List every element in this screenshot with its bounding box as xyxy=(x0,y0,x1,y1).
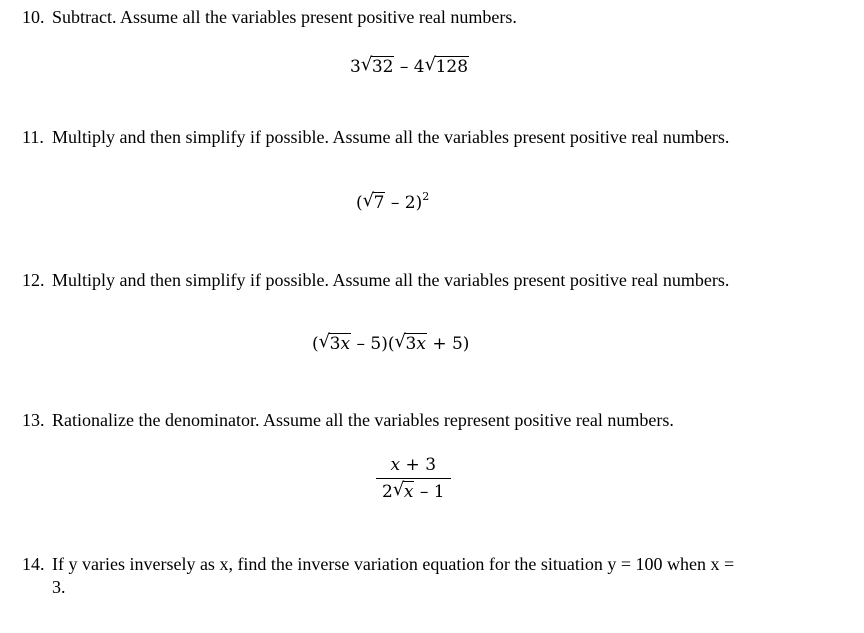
radical-sign-icon: √ xyxy=(424,54,437,75)
close-paren: ) xyxy=(462,334,470,354)
numerator xyxy=(385,454,442,478)
radicand-coefficient: 3 xyxy=(329,334,341,354)
problem-prompt xyxy=(22,409,822,432)
problem-text: Multiply and then simplify if possible. Assume all the variables present positive real numbers. xyxy=(52,127,730,147)
radical-sign-icon: √ xyxy=(360,54,373,75)
close-paren: ) xyxy=(415,193,423,213)
problem-prompt xyxy=(22,6,822,29)
operator: + xyxy=(432,334,447,354)
expression-10 xyxy=(350,56,469,78)
problem-number: 13. xyxy=(22,410,45,430)
radical-sign-icon: √ xyxy=(392,479,405,500)
expression-13 xyxy=(376,454,451,503)
problem-12 xyxy=(22,269,822,292)
open-paren: ( xyxy=(356,193,363,213)
numerator-constant: 3 xyxy=(425,455,437,475)
problem-13 xyxy=(22,409,822,432)
radicand-variable: x xyxy=(340,334,351,354)
radicand-variable: x xyxy=(416,334,426,354)
radicand xyxy=(404,333,426,354)
radicand xyxy=(329,333,351,354)
problem-text: Multiply and then simplify if possible. Assume all the variables present positive real numbers. xyxy=(52,270,730,290)
term: 5 xyxy=(451,334,463,354)
coefficient: 3 xyxy=(350,57,361,77)
radicand: x xyxy=(403,482,414,502)
problem-number: 11. xyxy=(22,127,44,147)
coefficient: 4 xyxy=(413,57,425,77)
radicand: 7 xyxy=(373,193,385,213)
problem-number: 10. xyxy=(22,7,45,27)
operator: – xyxy=(419,482,429,502)
operator: – xyxy=(356,334,365,354)
problem-text: If y varies inversely as x, find the inverse variation equation for the situation y = 100 when x = 3. xyxy=(52,554,735,597)
problem-prompt xyxy=(22,553,822,599)
radicand: 32 xyxy=(371,57,394,77)
problem-number: 14. xyxy=(22,554,45,574)
problem-prompt xyxy=(22,269,822,292)
problem-11 xyxy=(22,126,822,149)
numerator-variable: x xyxy=(390,455,401,475)
expression-12 xyxy=(312,333,469,355)
open-paren: ( xyxy=(312,334,319,354)
radical xyxy=(361,56,395,78)
denominator-constant: 1 xyxy=(433,482,445,502)
term: 5 xyxy=(370,334,382,354)
exponent: 2 xyxy=(422,190,430,203)
open-paren: ( xyxy=(387,334,395,354)
problem-text: Subtract. Assume all the variables present positive real numbers. xyxy=(52,7,517,27)
operator: + xyxy=(405,455,420,475)
radical xyxy=(394,333,426,355)
radical xyxy=(393,481,415,503)
denominator xyxy=(376,479,451,503)
problem-14 xyxy=(22,553,822,599)
fraction xyxy=(376,454,451,503)
problem-number: 12. xyxy=(22,270,45,290)
radical xyxy=(363,192,386,214)
radical xyxy=(425,56,469,78)
radical-sign-icon: √ xyxy=(362,190,375,211)
problem-prompt xyxy=(22,126,822,149)
radical-sign-icon: √ xyxy=(394,331,406,352)
operator: – xyxy=(399,57,409,77)
expression-11 xyxy=(356,192,429,214)
problem-text: Rationalize the denominator. Assume all the variables represent positive real numbers. xyxy=(52,410,674,430)
term: 2 xyxy=(404,193,416,213)
close-paren: ) xyxy=(381,334,388,354)
radicand: 128 xyxy=(435,57,469,77)
radicand-coefficient: 3 xyxy=(405,334,417,354)
problem-10 xyxy=(22,6,822,29)
denominator-coefficient: 2 xyxy=(382,482,393,502)
radical xyxy=(319,333,351,355)
operator: – xyxy=(390,193,400,213)
radical-sign-icon: √ xyxy=(318,331,331,352)
